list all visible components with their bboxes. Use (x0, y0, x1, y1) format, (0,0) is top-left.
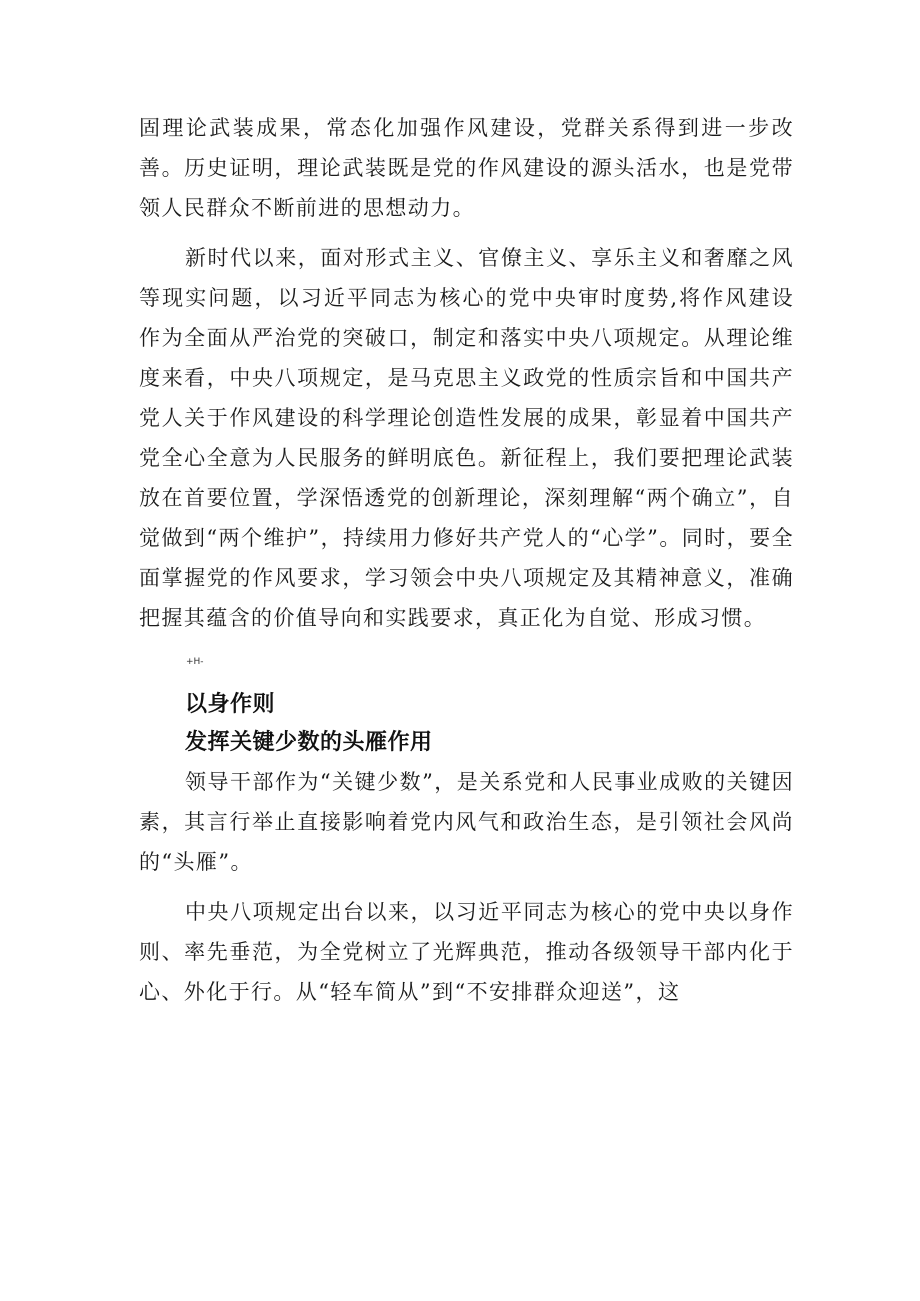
section-title: 以身作则 (185, 692, 276, 717)
paragraph-continuation: 固理论武装成果，常态化加强作风建设，党群关系得到进一步改善。历史证明，理论武装既是党的作风建设的源头活水，也是党带领人民群众不断前进的思想动力。 (139, 116, 794, 220)
document-page (139, 108, 794, 1012)
paragraph-leaders: 领导干部作为“关键少数”，是关系党和人民事业成败的关键因素，其言行举止直接影响着党内风气和政治生态，是引领社会风尚的“头雁”。 (139, 770, 794, 874)
section-subtitle: 发挥关键少数的头雁作用 (185, 730, 433, 755)
section-marker: +H- (186, 657, 204, 667)
paragraph-new-era: 新时代以来，面对形式主义、官僚主义、享乐主义和奢靡之风等现实问题，以习近平同志为核心的党中央审时度势,将作风建设作为全面从严治党的突破口，制定和落实中央八项规定。从理论维度来看，中央八项规定，是马克思主义政党的性质宗旨和中国共产党人关于作风建设的科学理论创造性发展的成果，彰显着中国共产党全心全意为人民服务的鲜明底色。新征程上，我们要把理论武装放在首要位置，学深悟透党的创新理论，深刻理解“两个确立”，自觉做到“两个维护”，持续用力修好共产党人的“心学”。同时，要全面掌握党的作风要求，学习领会中央八项规定及其精神意义，准确把握其蕴含的价值导向和实践要求，真正化为自觉、形成习惯。 (139, 246, 794, 630)
paragraph-eight-rules: 中央八项规定出台以来，以习近平同志为核心的党中央以身作则、率先垂范，为全党树立了光辉典范，推动各级领导干部内化于心、外化于行。从“轻车简从”到“不安排群众迎送”，这 (139, 900, 794, 1004)
